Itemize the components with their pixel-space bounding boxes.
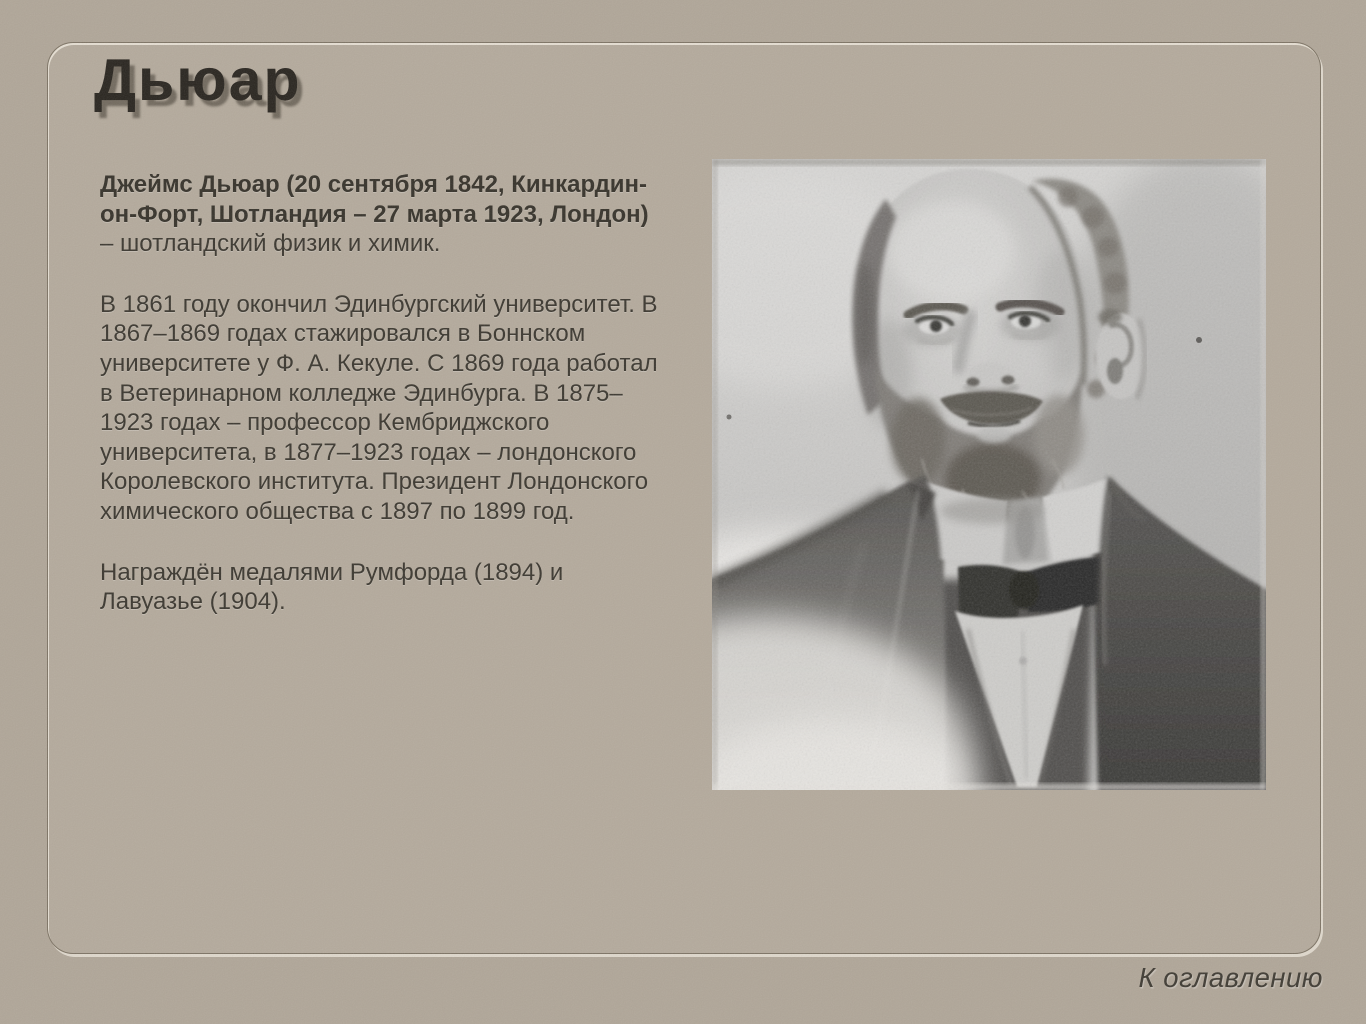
portrait-image [712, 159, 1266, 790]
bio-lead-paragraph [100, 170, 666, 259]
bio-text-block [100, 170, 666, 648]
bio-awards-paragraph: Награждён медалями Румфорда (1894) и Лавуазье (1904). [100, 558, 564, 616]
bio-career-paragraph: В 1861 году окончил Эдинбургский университет. В 1867–1869 годах стажировался в Боннском университете у Ф. А. Кекуле. С 1869 года работал в Ветеринарном колледже Эдинбурга. В 1875–1923 годах – профессор Кембриджского университета, в 1877–1923 годах – лондонского Королевского института. Президент Лондонского химического общества с 1897 по 1899 год. [100, 290, 658, 525]
toc-link[interactable]: К оглавлению [1138, 962, 1323, 993]
portrait-photo [712, 159, 1266, 790]
page-title: Дьюар [94, 47, 302, 113]
bio-lead-rest: – шотландский физик и химик. [100, 230, 441, 258]
bio-lead-bold: Джеймс Дьюар (20 сентября 1842, Кинкардин-он-Форт, Шотландия – 27 марта 1923, Лондон) [100, 171, 649, 228]
